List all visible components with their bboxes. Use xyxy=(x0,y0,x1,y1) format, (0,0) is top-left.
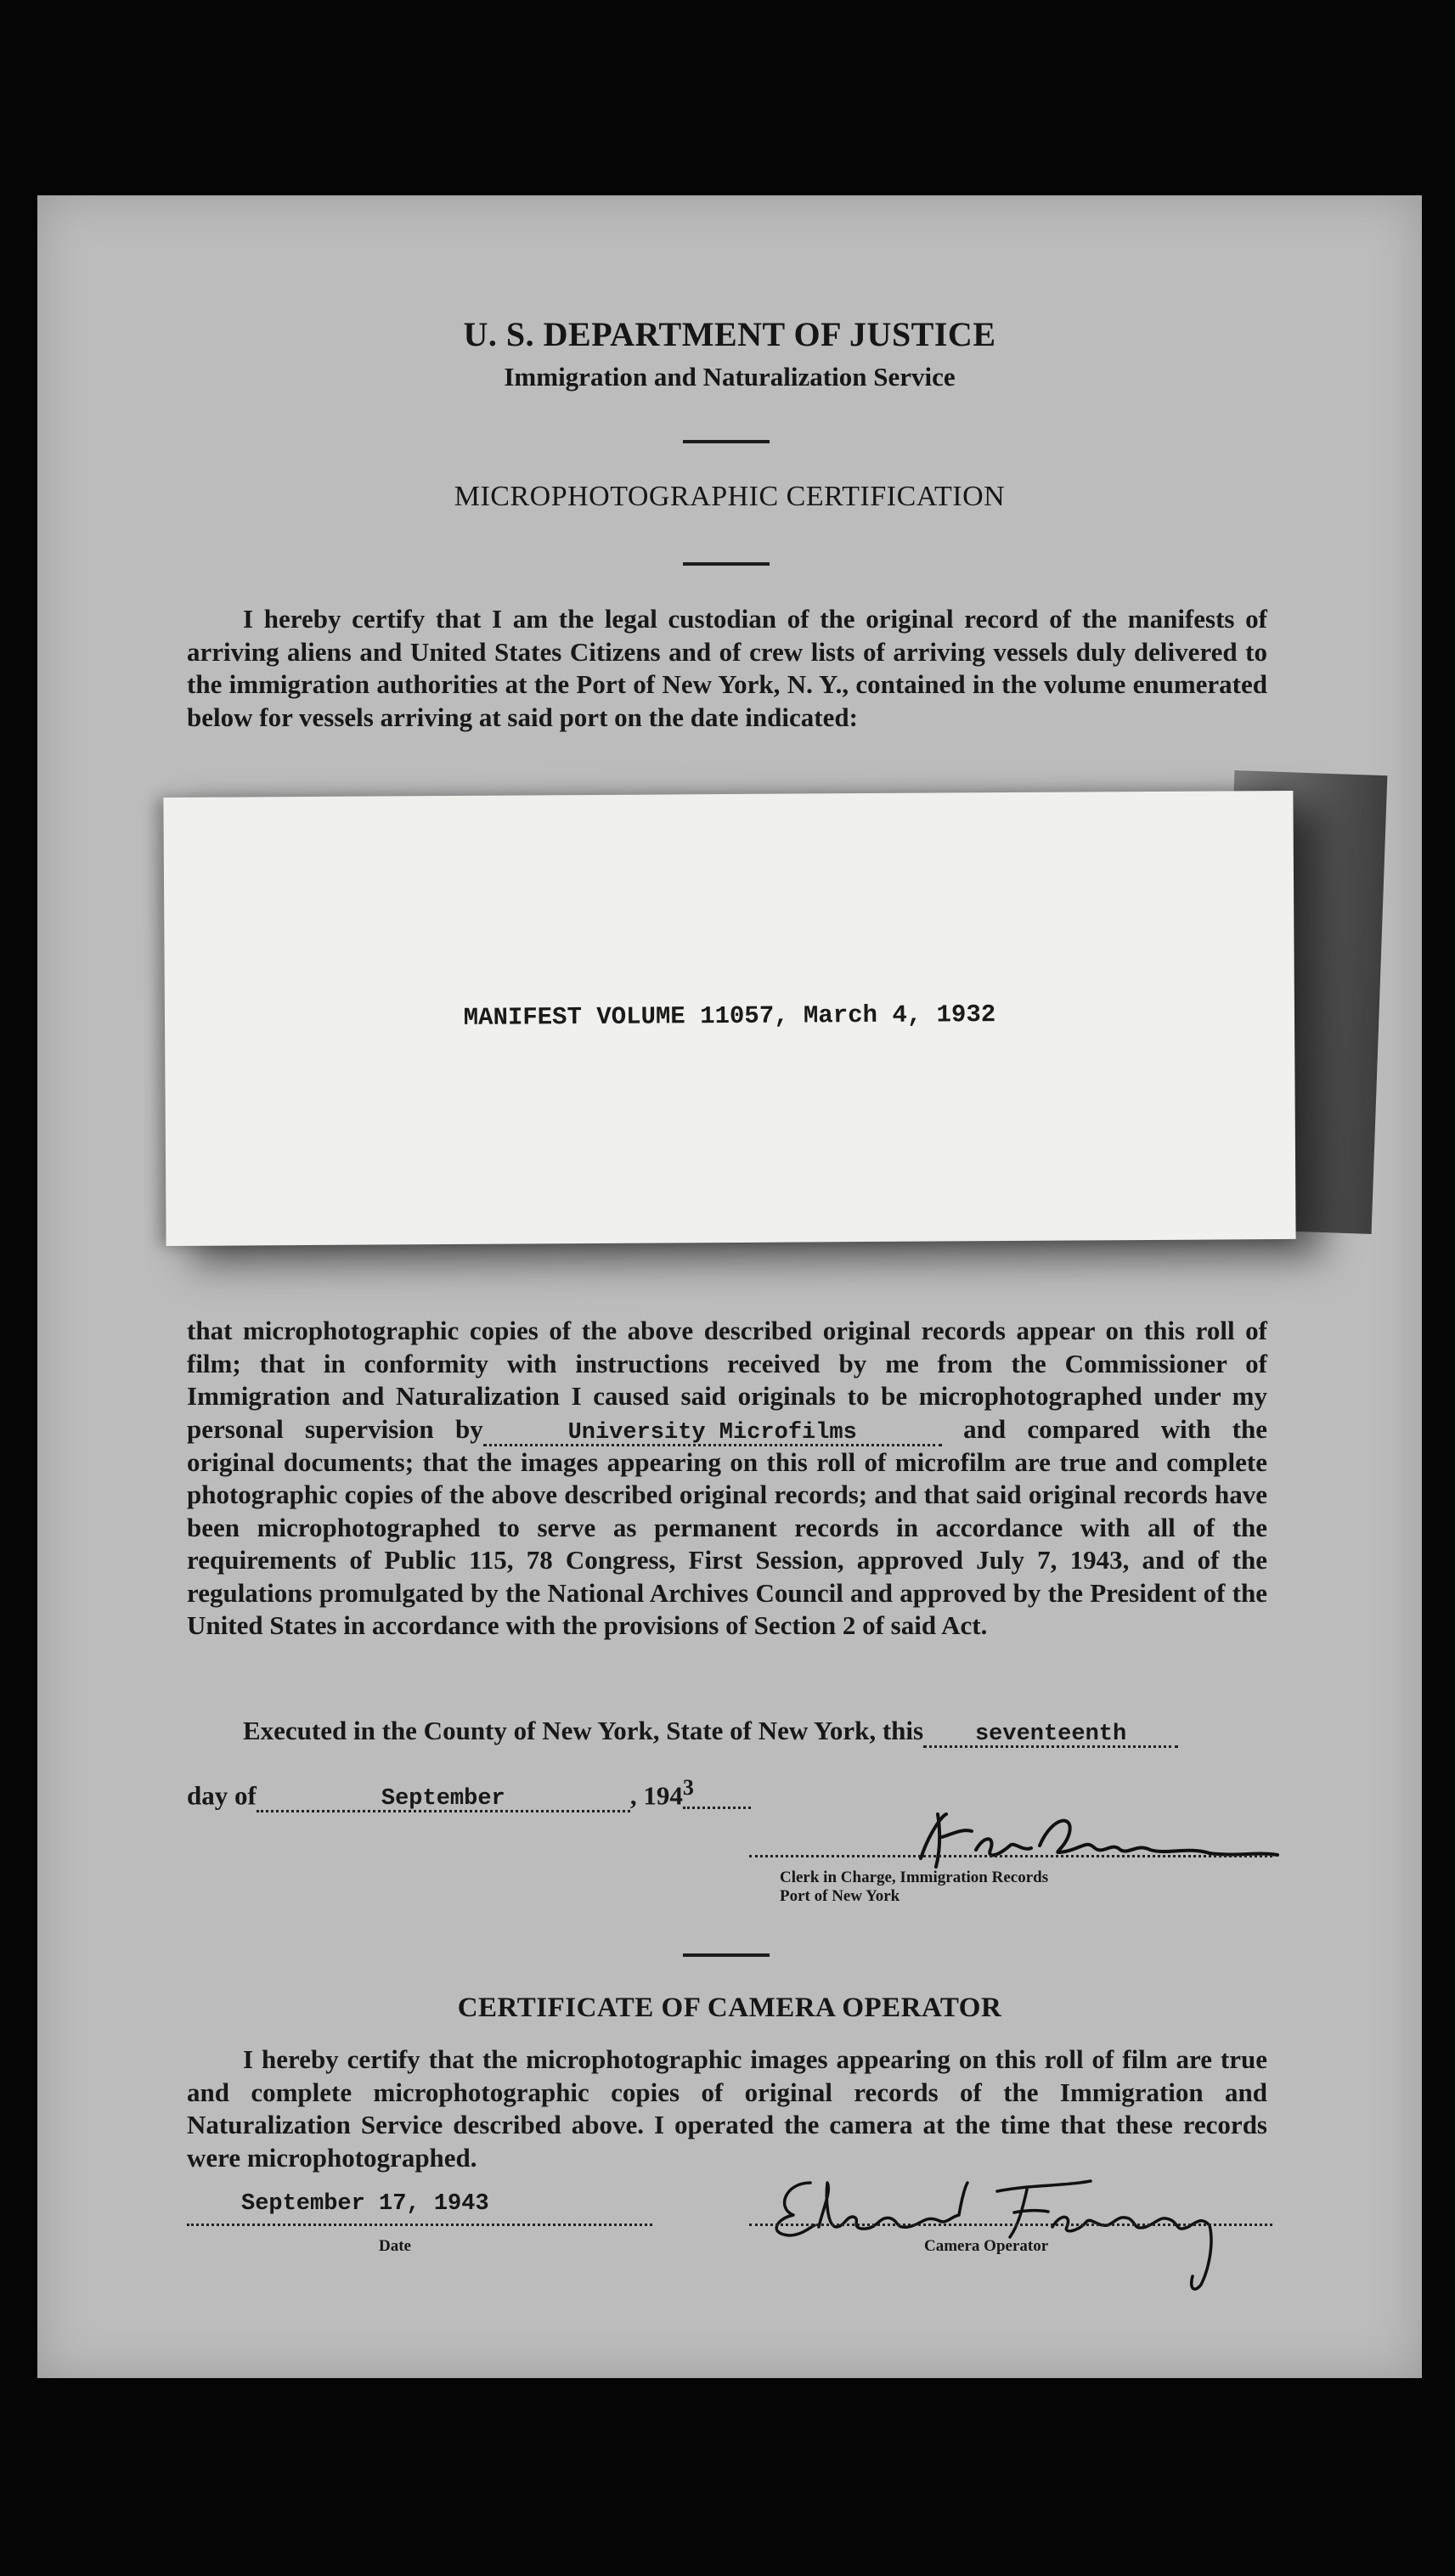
divider xyxy=(683,440,770,443)
department-heading: U. S. DEPARTMENT OF JUSTICE xyxy=(463,315,996,353)
clerk-title xyxy=(780,1869,1048,1906)
camera-certificate-title: CERTIFICATE OF CAMERA OPERATOR xyxy=(457,1993,1002,2023)
camera-text: I hereby certify that the microphotographic images appearing on this roll of film are true and complete microphotographic copies of original records of the Immigration and Naturalization Service described above. I operated the camera at the time that these records were microphotographed. xyxy=(187,2044,1267,2173)
camera-operator-label: Camera Operator xyxy=(924,2237,1049,2255)
year-digit-field xyxy=(683,1777,751,1809)
execution-month-field xyxy=(257,1788,630,1812)
body-text-part2: and compared with the original documents; that the images appearing on this roll of microfilm are true and complete photographic copies of the above described original records; and that said original records have been microphotographed to serve as permanent records in accordance with all of the requirements of Public 115, 78 Congress, First Session, approved July 7, 1943, and of the regulations promulgated by the National Archives Council and approved by the President of the United States in accordance with the provisions of Section 2 of said Act. xyxy=(187,1413,1268,1640)
divider xyxy=(683,1953,770,1957)
clerk-title-line2: Port of New York xyxy=(780,1887,900,1905)
service-subheading: Immigration and Naturalization Service xyxy=(504,362,956,392)
execution-prefix: Executed in the County of New York, State of New York, this xyxy=(243,1716,924,1745)
certificate-page xyxy=(37,195,1422,2378)
camera-date-value: September 17, 1943 xyxy=(241,2191,489,2217)
body-text-part1: that microphotographic copies of the above described original records appear on this roll of film; that in conformity with instructions received by me from the Commissioner of Immigration and Naturalization I caused said originals to be microphotographed under my personal supervision by xyxy=(187,1316,1267,1444)
year-prefix: , 194 xyxy=(629,1780,683,1811)
camera-operator-signature xyxy=(751,2166,1277,2306)
clerk-title-line1: Clerk in Charge, Immigration Records xyxy=(780,1869,1049,1886)
date-label: Date xyxy=(379,2237,411,2255)
day-of-label: day of xyxy=(187,1780,257,1811)
filmed-by-field xyxy=(483,1419,942,1446)
body-paragraph xyxy=(187,1315,1267,1643)
camera-paragraph xyxy=(187,2043,1267,2174)
volume-slip xyxy=(163,791,1295,1246)
day-of-line xyxy=(187,1777,751,1812)
filmed-by-value: University Microfilms xyxy=(567,1419,857,1446)
execution-month: September xyxy=(381,1786,505,1812)
operator-line xyxy=(749,2224,1272,2226)
year-digit: 3 xyxy=(682,1775,694,1800)
certification-title: MICROPHOTOGRAPHIC CERTIFICATION xyxy=(454,481,1006,512)
clerk-signature xyxy=(895,1799,1286,1880)
divider xyxy=(683,562,770,566)
execution-day-field xyxy=(923,1723,1178,1748)
execution-day: seventeenth xyxy=(974,1722,1127,1747)
custodian-paragraph xyxy=(187,603,1267,734)
volume-label: MANIFEST VOLUME 11057, March 4, 1932 xyxy=(463,1001,996,1032)
date-line xyxy=(187,2224,652,2226)
clerk-signature-line xyxy=(749,1855,1272,1857)
execution-line xyxy=(243,1716,1178,1748)
custodian-text: I hereby certify that I am the legal custodian of the original record of the manifests of arriving aliens and United States Citizens and of crew lists of arriving vessels duly delivered to the immigration authorities at the Port of New York, N. Y., contained in the volume enumerated below for vessels arriving at said port on the date indicated: xyxy=(187,604,1267,732)
